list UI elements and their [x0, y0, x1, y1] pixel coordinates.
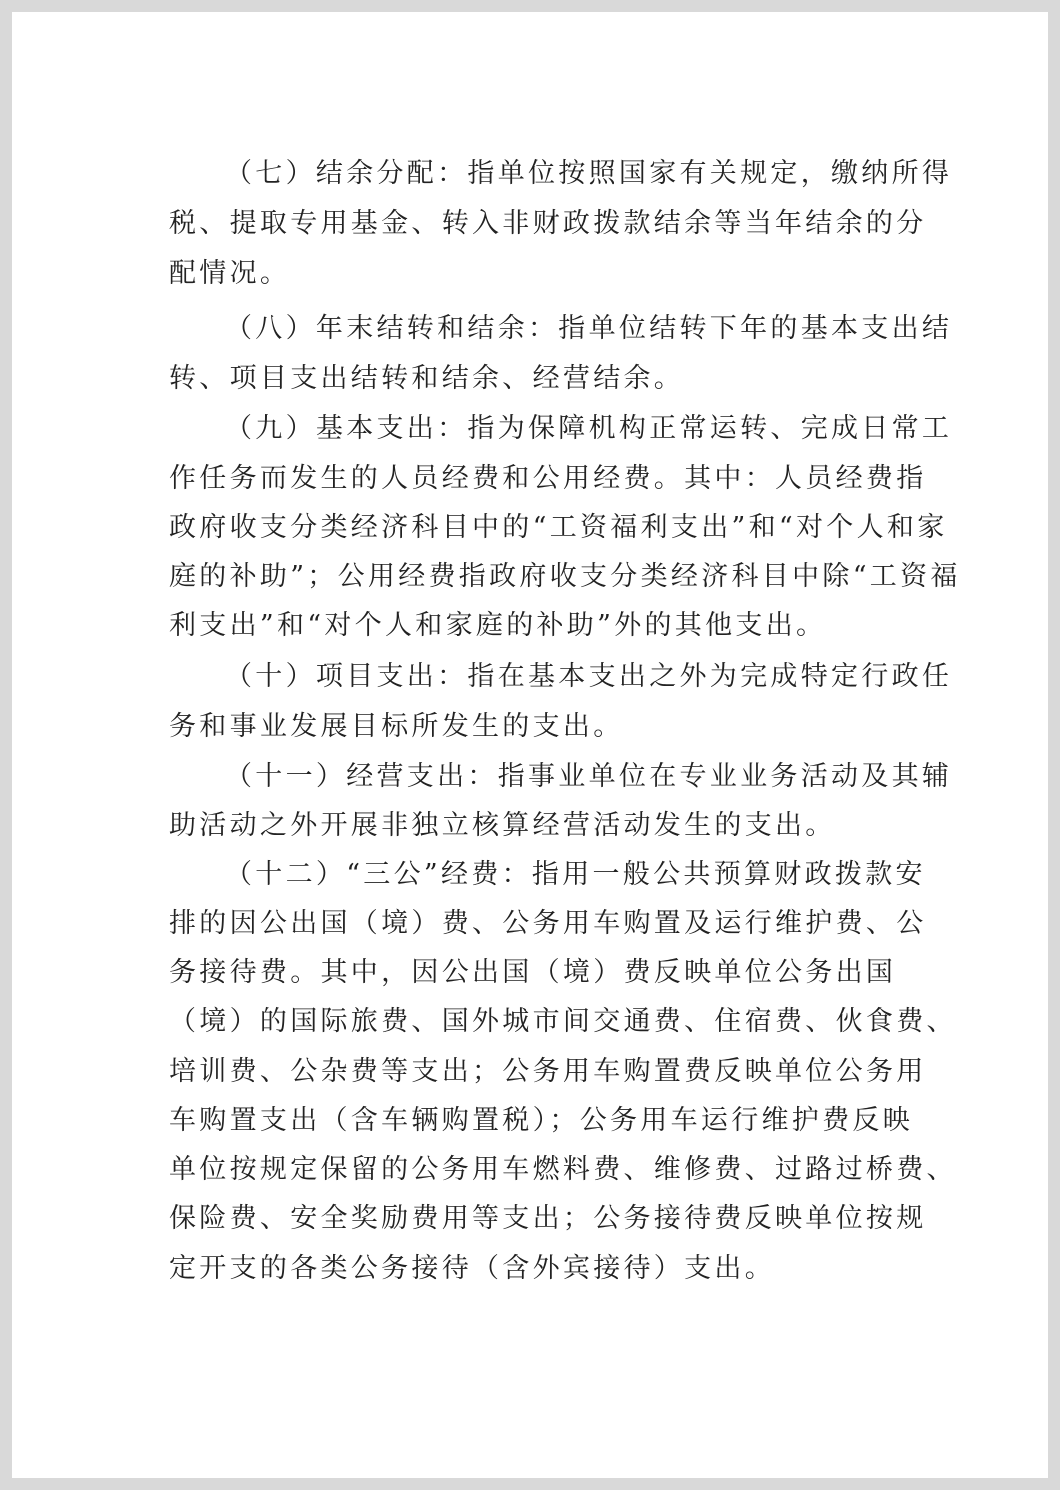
paragraph-11-line-2: 助活动之外开展非独立核算经营活动发生的支出。 — [169, 810, 836, 841]
paragraph-9-line-4: 庭的补助”；公用经费指政府收支分类经济科目中除“工资福 — [169, 561, 961, 592]
paragraph-9-line-3: 政府收支分类经济科目中的“工资福利支出”和“对个人和家 — [169, 512, 948, 543]
paragraph-12-line-4: （境）的国际旅费、国外城市间交通费、住宿费、伙食费、 — [169, 1006, 957, 1037]
document-page — [12, 12, 1048, 1478]
paragraph-9-line-2: 作任务而发生的人员经费和公用经费。其中：人员经费指 — [169, 463, 927, 494]
paragraph-10-line-1: （十）项目支出：指在基本支出之外为完成特定行政任 — [225, 661, 953, 692]
paragraph-12-line-9: 定开支的各类公务接待（含外宾接待）支出。 — [169, 1253, 775, 1284]
paragraph-7-line-2: 税、提取专用基金、转入非财政拨款结余等当年结余的分 — [169, 208, 927, 239]
paragraph-7-line-1: （七）结余分配：指单位按照国家有关规定，缴纳所得 — [225, 158, 953, 189]
paragraph-8-line-1: （八）年末结转和结余：指单位结转下年的基本支出结 — [225, 313, 953, 344]
paragraph-10-line-2: 务和事业发展目标所发生的支出。 — [169, 711, 624, 742]
paragraph-12-line-1: （十二）“三公”经费：指用一般公共预算财政拨款安 — [225, 859, 926, 890]
paragraph-12-line-6: 车购置支出（含车辆购置税）；公务用车运行维护费反映 — [169, 1105, 913, 1136]
paragraph-9-line-5: 利支出”和“对个人和家庭的补助”外的其他支出。 — [169, 610, 827, 641]
paragraph-12-line-3: 务接待费。其中，因公出国（境）费反映单位公务出国 — [169, 957, 897, 988]
paragraph-8-line-2: 转、项目支出结转和结余、经营结余。 — [169, 363, 685, 394]
paragraph-12-line-7: 单位按规定保留的公务用车燃料费、维修费、过路过桥费、 — [169, 1154, 957, 1185]
paragraph-11-line-1: （十一）经营支出：指事业单位在专业业务活动及其辅 — [225, 761, 953, 792]
paragraph-7-line-3: 配情况。 — [169, 258, 291, 289]
paragraph-12-line-8: 保险费、安全奖励费用等支出；公务接待费反映单位按规 — [169, 1203, 927, 1234]
paragraph-12-line-5: 培训费、公杂费等支出；公务用车购置费反映单位公务用 — [169, 1056, 927, 1087]
paragraph-9-line-1: （九）基本支出：指为保障机构正常运转、完成日常工 — [225, 413, 953, 444]
paragraph-12-line-2: 排的因公出国（境）费、公务用车购置及运行维护费、公 — [169, 908, 927, 939]
